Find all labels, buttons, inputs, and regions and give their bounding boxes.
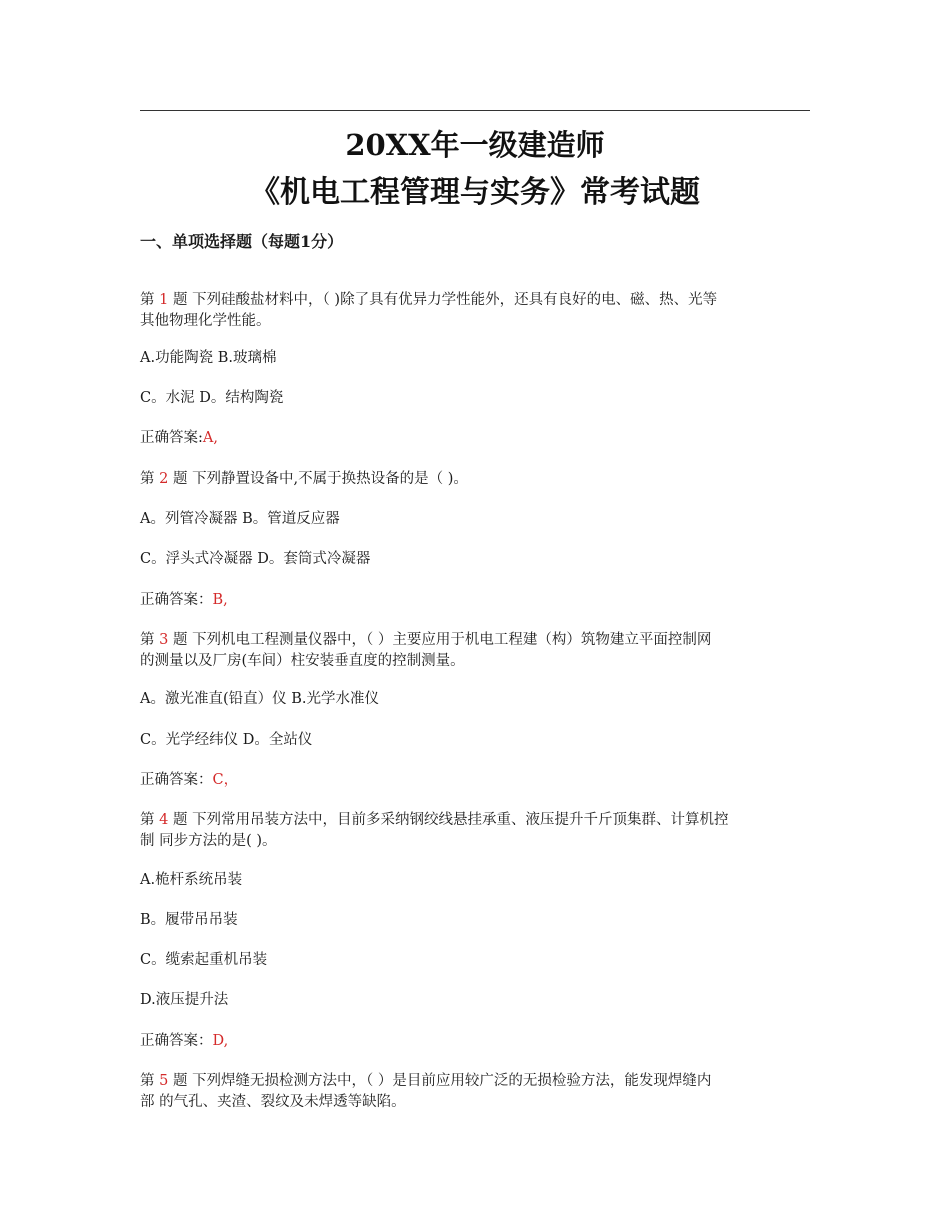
question-number: 4 — [159, 812, 169, 828]
question-3-answer: 正确答案：C， — [140, 772, 239, 788]
question-5-stem: 第 5 题 下列焊缝无损检测方法中，（ ）是目前应用较广泛的无损检验方法，能发现焊缝内 — [140, 1073, 712, 1089]
question-3-options-cd: C。光学经纬仪 D。全站仪 — [140, 732, 313, 748]
question-3-options-ab: A。激光准直(铅直）仪 B.光学水准仪 — [140, 691, 380, 707]
question-3-stem-continued: 的测量以及厂房(车间）柱安装垂直度的控制测量。 — [140, 653, 465, 669]
question-1-stem-continued: 其他物理化学性能。 — [140, 313, 271, 329]
question-number: 5 — [159, 1073, 169, 1089]
question-2-options-ab: A。列管冷凝器 B。管道反应器 — [140, 511, 340, 527]
question-4-option-a: A.桅杆系统吊装 — [140, 872, 243, 888]
question-number: 2 — [159, 471, 169, 487]
question-4-stem: 第 4 题 下列常用吊装方法中，目前多采纳钢绞线悬挂承重、液压提升千斤顶集群、计算机控 — [140, 812, 729, 828]
question-5-stem-continued: 部 的气孔、夹渣、裂纹及未焊透等缺陷。 — [140, 1094, 406, 1110]
question-1-stem: 第 1 题 下列硅酸盐材料中，（ )除了具有优异力学性能外，还具有良好的电、磁、热、光等 — [140, 292, 718, 308]
header-rule — [140, 110, 810, 111]
question-2-options-cd: C。浮头式冷凝器 D。套筒式冷凝器 — [140, 551, 371, 567]
question-1-answer: 正确答案:A, — [140, 430, 218, 446]
question-2-answer: 正确答案：B, — [140, 592, 228, 608]
question-3-stem: 第 3 题 下列机电工程测量仪器中，（ ）主要应用于机电工程建（构）筑物建立平面控制网 — [140, 632, 712, 648]
question-number: 1 — [159, 292, 169, 308]
answer-value: A, — [202, 430, 218, 446]
answer-value: C， — [212, 772, 239, 788]
question-4-option-d: D.液压提升法 — [140, 992, 229, 1008]
answer-value: D, — [212, 1033, 229, 1049]
question-4-stem-continued: 制 同步方法的是( )。 — [140, 833, 277, 849]
answer-value: B, — [212, 592, 228, 608]
question-4-option-b: B。履带吊吊装 — [140, 912, 238, 928]
question-4-answer: 正确答案：D, — [140, 1033, 229, 1049]
document-title-line1: 20XX年一级建造师 — [345, 128, 605, 162]
document-title-line2: 《机电工程管理与实务》常考试题 — [250, 175, 700, 210]
question-2-stem: 第 2 题 下列静置设备中,不属于换热设备的是（ )。 — [140, 471, 468, 487]
question-1-options-ab: A.功能陶瓷 B.玻璃棉 — [140, 350, 277, 366]
section-heading: 一、单项选择题（每题1分） — [140, 232, 344, 251]
question-4-option-c: C。缆索起重机吊装 — [140, 952, 268, 968]
question-1-options-cd: C。水泥 D。结构陶瓷 — [140, 390, 284, 406]
question-number: 3 — [159, 632, 169, 648]
